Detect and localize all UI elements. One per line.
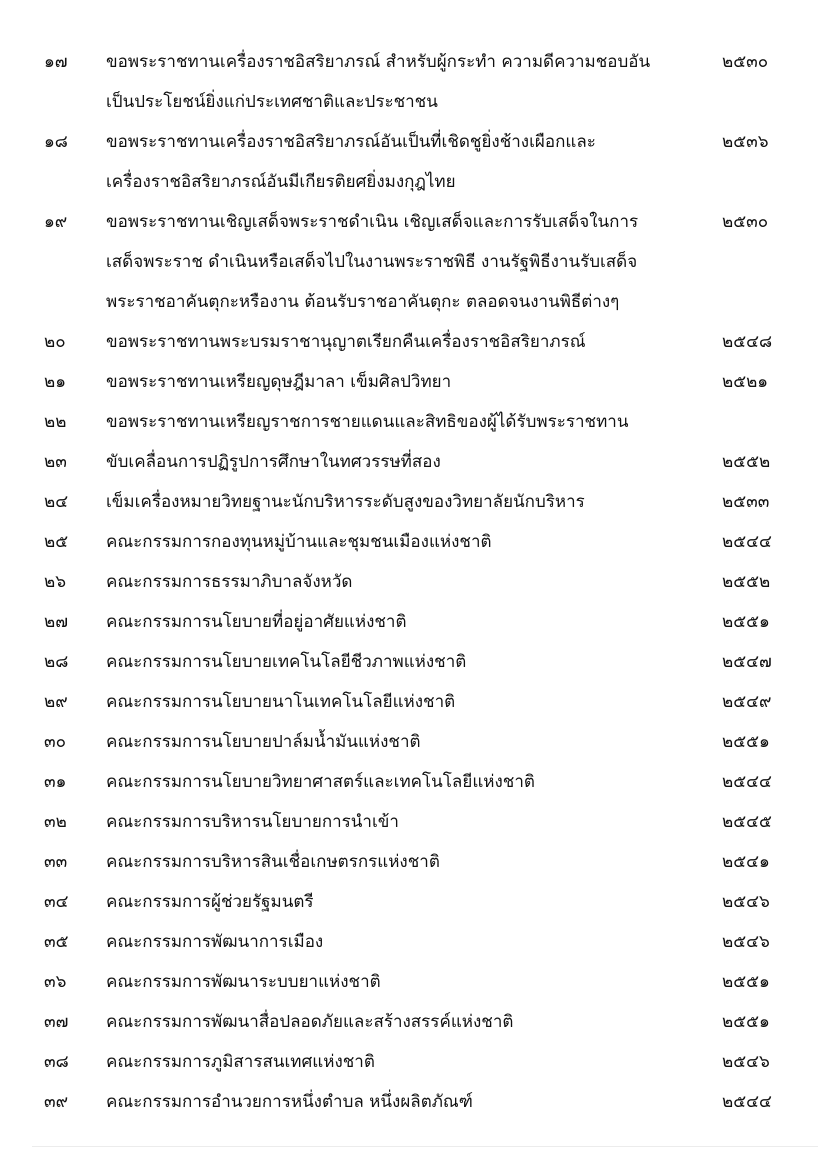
list-item	[0, 642, 818, 682]
item-title: ขับเคลื่อนการปฏิรูปการศึกษาในทศวรรษที่สอง	[106, 452, 441, 472]
item-number: ๒๓	[44, 452, 67, 472]
item-year: ๒๕๕๒	[722, 572, 771, 592]
item-title: คณะกรรมการอำนวยการหนึ่งตำบล หนึ่งผลิตภัณฑ์	[106, 1092, 473, 1112]
item-title: เครื่องราชอิสริยาภรณ์อันมีเกียรติยศยิ่งมงกุฎไทย	[106, 172, 456, 192]
item-title: ขอพระราชทานเหรียญดุษฎีมาลา เข็มศิลปวิทยา	[106, 372, 452, 392]
list-item-line	[0, 242, 818, 282]
item-year: ๒๕๓๐	[722, 52, 769, 72]
item-title: คณะกรรมการนโยบายปาล์มน้ำมันแห่งชาติ	[106, 732, 421, 752]
item-number: ๒๖	[44, 572, 66, 592]
item-title: ขอพระราชทานเครื่องราชอิสริยาภรณ์ สำหรับผู้กระทำ ความดีความชอบอัน	[106, 52, 651, 72]
item-year: ๒๕๕๑	[722, 612, 770, 632]
item-number: ๓๗	[44, 1012, 69, 1032]
list-item-line	[0, 922, 818, 962]
item-year: ๒๕๓๖	[722, 132, 769, 152]
list-item-line	[0, 482, 818, 522]
item-title: คณะกรรมการนโยบายเทคโนโลยีชีวภาพแห่งชาติ	[106, 652, 467, 672]
item-title: คณะกรรมการพัฒนาระบบยาแห่งชาติ	[106, 972, 381, 992]
item-year: ๒๕๕๑	[722, 972, 770, 992]
item-number: ๓๘	[44, 1052, 69, 1072]
item-number: ๓๙	[44, 1092, 69, 1112]
item-title: ขอพระราชทานเหรียญราชการชายแดนและสิทธิของผู้ได้รับพระราชทาน	[106, 412, 629, 432]
item-title: คณะกรรมการกองทุนหมู่บ้านและชุมชนเมืองแห่งชาติ	[106, 532, 492, 552]
item-year: ๒๕๔๙	[722, 692, 772, 712]
item-number: ๑๙	[44, 212, 68, 232]
list-item-line	[0, 402, 818, 442]
item-title: เสด็จพระราช ดำเนินหรือเสด็จไปในงานพระราชพิธี งานรัฐพิธีงานรับเสด็จ	[106, 252, 638, 272]
item-title: พระราชอาคันตุกะหรืองาน ต้อนรับราชอาคันตุกะ ตลอดจนงานพิธีต่างๆ	[106, 292, 620, 312]
item-title: คณะกรรมการนโยบายนาโนเทคโนโลยีแห่งชาติ	[106, 692, 456, 712]
item-number: ๓๑	[44, 772, 67, 792]
list-item-line	[0, 762, 818, 802]
list-item	[0, 402, 818, 442]
item-number: ๓๐	[44, 732, 66, 752]
item-title: เป็นประโยชน์ยิ่งแก่ประเทศชาติและประชาชน	[106, 92, 438, 112]
list-item	[0, 722, 818, 762]
item-number: ๑๘	[44, 132, 68, 152]
list-item	[0, 442, 818, 482]
list-item	[0, 842, 818, 882]
list-item-line	[0, 682, 818, 722]
item-year: ๒๕๔๘	[722, 332, 773, 352]
item-year: ๒๕๓๐	[722, 212, 769, 232]
list-item	[0, 42, 818, 122]
item-year: ๒๕๔๔	[722, 1092, 772, 1112]
list-item	[0, 1082, 818, 1122]
list-item	[0, 762, 818, 802]
list-item	[0, 562, 818, 602]
list-item-line	[0, 162, 818, 202]
entry-list	[0, 42, 818, 1122]
list-item-line	[0, 1042, 818, 1082]
list-item	[0, 1002, 818, 1042]
list-item-line	[0, 42, 818, 82]
list-item	[0, 802, 818, 842]
list-item-line	[0, 122, 818, 162]
item-year: ๒๕๔๖	[722, 1052, 770, 1072]
list-item-line	[0, 882, 818, 922]
list-item-line	[0, 522, 818, 562]
list-item	[0, 962, 818, 1002]
item-number: ๓๓	[44, 852, 68, 872]
item-number: ๒๘	[44, 652, 69, 672]
list-item	[0, 122, 818, 202]
item-year: ๒๕๔๕	[722, 812, 772, 832]
item-title: คณะกรรมการบริหารสินเชื่อเกษตรกรแห่งชาติ	[106, 852, 440, 872]
item-year: ๒๕๒๑	[722, 372, 769, 392]
item-title: คณะกรรมการธรรมาภิบาลจังหวัด	[106, 572, 353, 592]
item-number: ๒๐	[44, 332, 66, 352]
list-item	[0, 202, 818, 322]
list-item-line	[0, 722, 818, 762]
item-title: คณะกรรมการนโยบายวิทยาศาสตร์และเทคโนโลยีแห่งชาติ	[106, 772, 535, 792]
item-number: ๒๗	[44, 612, 68, 632]
item-title: คณะกรรมการนโยบายที่อยู่อาศัยแห่งชาติ	[106, 612, 407, 632]
item-title: ขอพระราชทานพระบรมราชานุญาตเรียกคืนเครื่องราชอิสริยาภรณ์	[106, 332, 586, 352]
list-item-line	[0, 282, 818, 322]
list-item-line	[0, 602, 818, 642]
item-title: คณะกรรมการบริหารนโยบายการนำเข้า	[106, 812, 399, 832]
list-item	[0, 482, 818, 522]
item-number: ๑๗	[44, 52, 68, 72]
item-year: ๒๕๔๖	[722, 932, 770, 952]
item-title: ขอพระราชทานเครื่องราชอิสริยาภรณ์อันเป็นที่เชิดชูยิ่งช้างเผือกและ	[106, 132, 596, 152]
list-item-line	[0, 1002, 818, 1042]
item-number: ๓๒	[44, 812, 67, 832]
item-year: ๒๕๔๑	[722, 852, 770, 872]
item-number: ๒๙	[44, 692, 68, 712]
item-number: ๓๕	[44, 932, 69, 952]
item-number: ๒๒	[44, 412, 67, 432]
item-year: ๒๕๔๔	[722, 772, 772, 792]
item-title: คณะกรรมการพัฒนาการเมือง	[106, 932, 324, 952]
item-year: ๒๕๕๒	[722, 452, 771, 472]
item-title: คณะกรรมการภูมิสารสนเทศแห่งชาติ	[106, 1052, 375, 1072]
list-item	[0, 362, 818, 402]
list-item-line	[0, 642, 818, 682]
list-item-line	[0, 562, 818, 602]
list-item	[0, 602, 818, 642]
item-year: ๒๕๓๓	[722, 492, 770, 512]
list-item	[0, 682, 818, 722]
list-item	[0, 922, 818, 962]
item-number: ๒๑	[44, 372, 66, 392]
bottom-divider	[32, 1146, 818, 1147]
item-number: ๒๔	[44, 492, 69, 512]
item-number: ๓๖	[44, 972, 67, 992]
list-item-line	[0, 202, 818, 242]
list-item-line	[0, 962, 818, 1002]
list-item-line	[0, 442, 818, 482]
item-year: ๒๕๕๑	[722, 732, 770, 752]
item-year: ๒๕๔๔	[722, 532, 772, 552]
list-item-line	[0, 842, 818, 882]
list-item	[0, 522, 818, 562]
item-number: ๓๔	[44, 892, 69, 912]
item-number: ๒๕	[44, 532, 69, 552]
list-item	[0, 882, 818, 922]
list-item-line	[0, 322, 818, 362]
item-title: คณะกรรมการผู้ช่วยรัฐมนตรี	[106, 892, 314, 912]
list-item	[0, 1042, 818, 1082]
list-item-line	[0, 1082, 818, 1122]
list-item-line	[0, 802, 818, 842]
list-item-line	[0, 82, 818, 122]
item-title: เข็มเครื่องหมายวิทยฐานะนักบริหารระดับสูงของวิทยาลัยนักบริหาร	[106, 492, 585, 512]
item-year: ๒๕๕๑	[722, 1012, 770, 1032]
item-title: ขอพระราชทานเชิญเสด็จพระราชดำเนิน เชิญเสด็จและการรับเสด็จในการ	[106, 212, 639, 232]
list-item	[0, 322, 818, 362]
item-year: ๒๕๔๗	[722, 652, 772, 672]
item-title: คณะกรรมการพัฒนาสื่อปลอดภัยและสร้างสรรค์แห่งชาติ	[106, 1012, 514, 1032]
item-year: ๒๕๔๖	[722, 892, 770, 912]
list-item-line	[0, 362, 818, 402]
